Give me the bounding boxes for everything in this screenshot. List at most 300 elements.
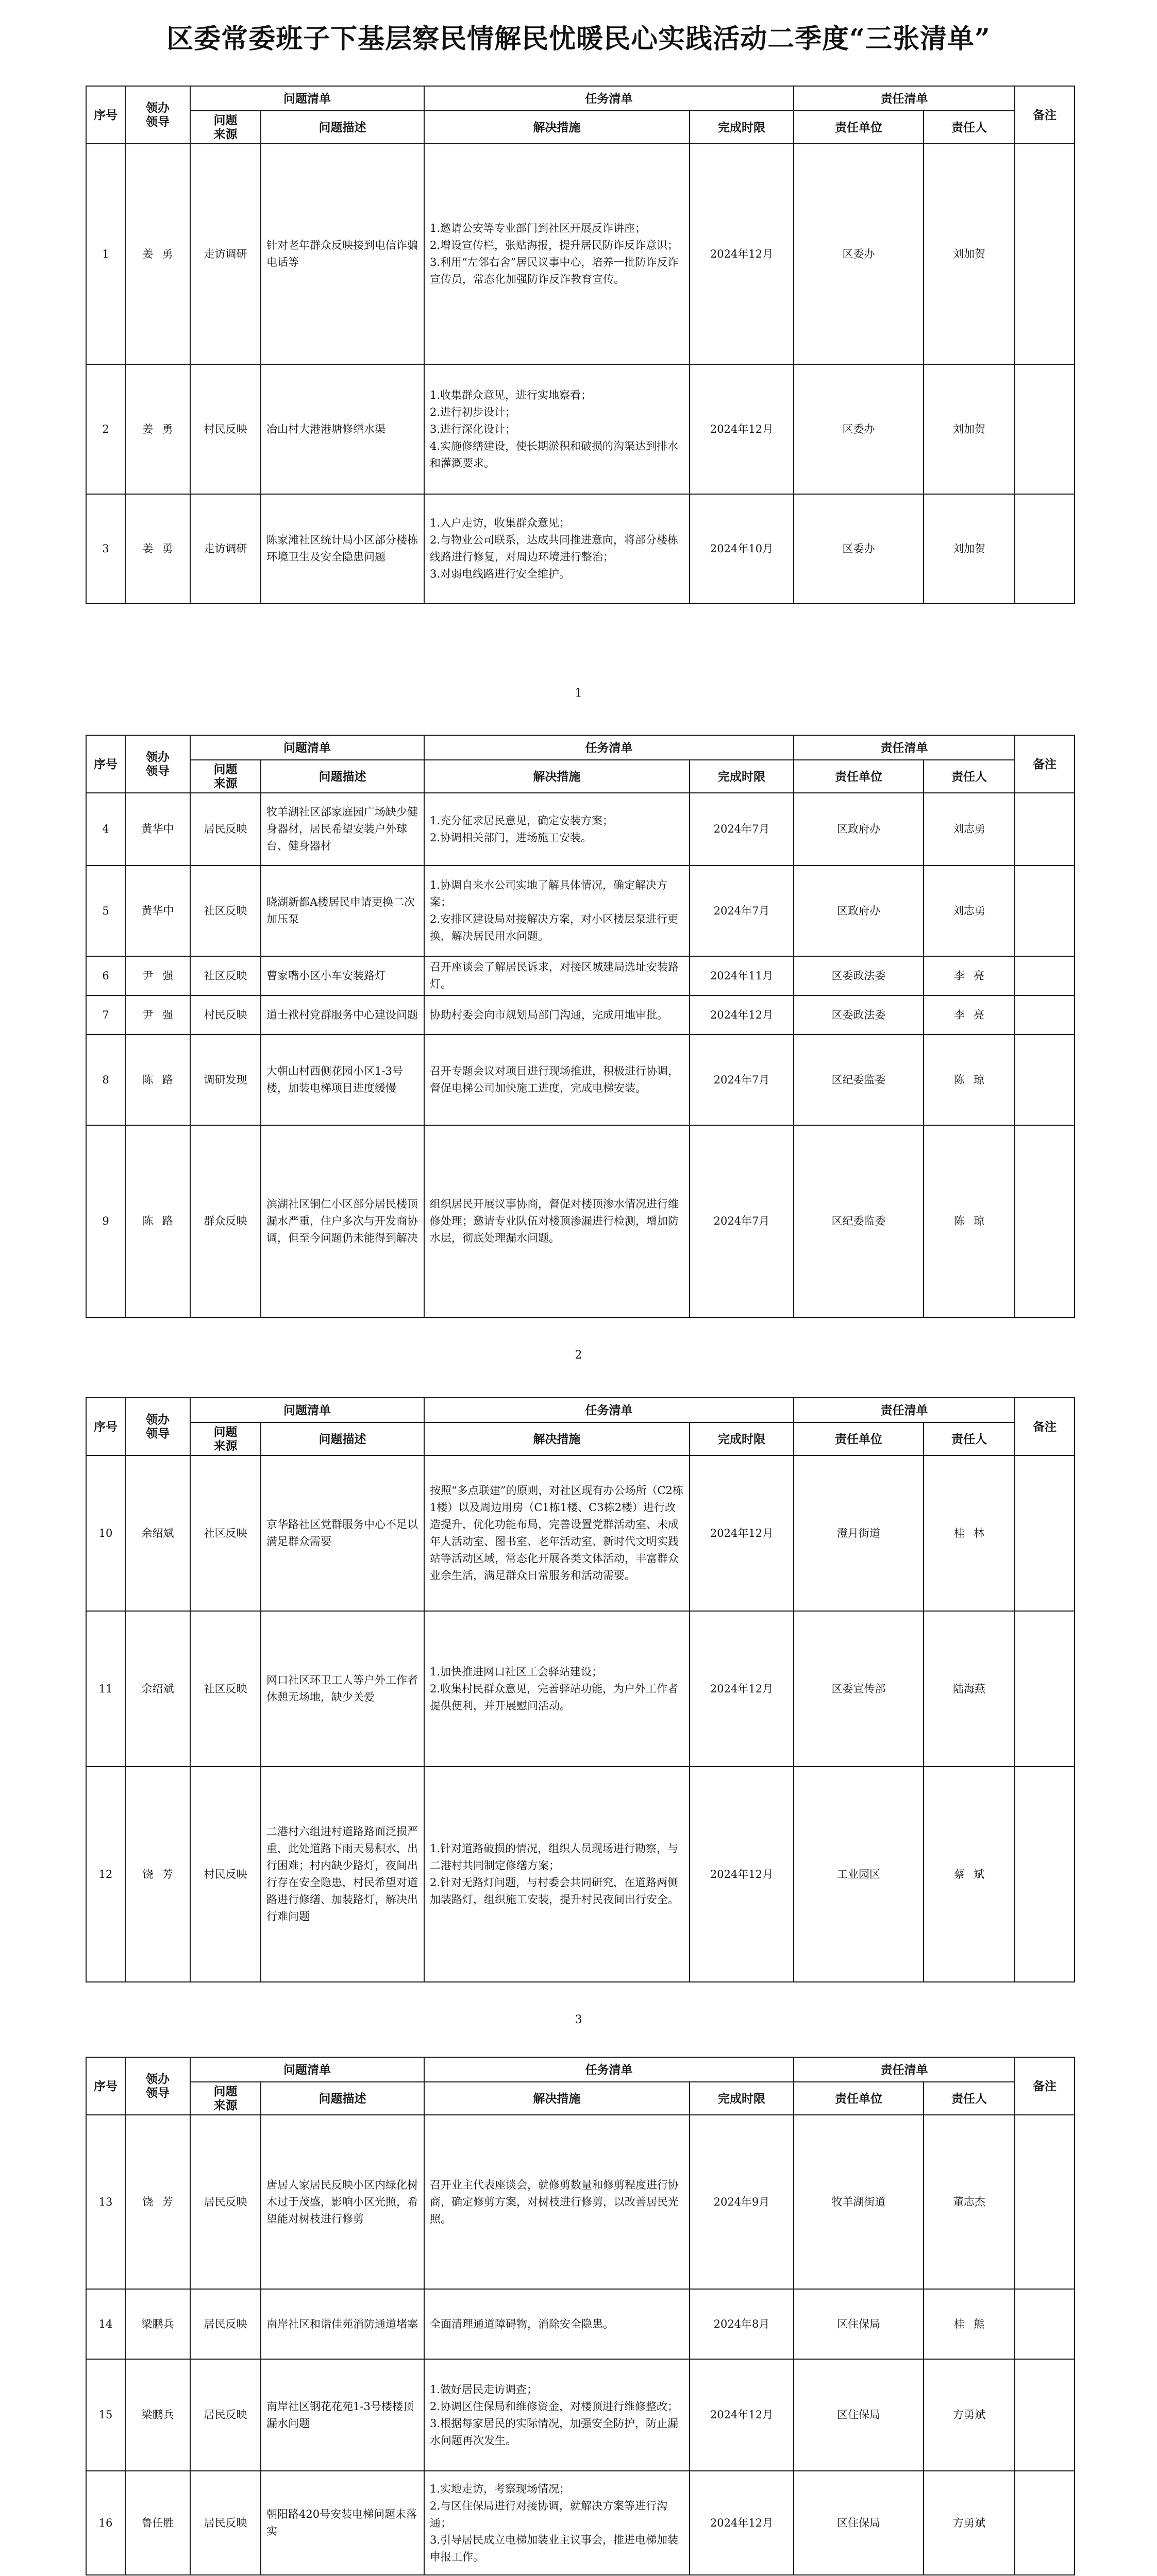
problem-source-cell: 走访调研 [190, 494, 261, 603]
problem-source-cell: 村民反映 [190, 1767, 261, 1982]
solution-measures-cell [424, 2289, 690, 2359]
responsible-unit-cell: 区纪委监委 [794, 1035, 924, 1125]
header-lead-leader-text: 领办领导 [146, 750, 170, 778]
header-deadline [690, 760, 794, 793]
lead-leader-cell: 余绍斌 [125, 1455, 190, 1611]
problem-source-cell: 走访调研 [190, 144, 261, 364]
serial-number-cell: 9 [86, 1125, 125, 1317]
responsible-person-cell: 刘加贺 [924, 144, 1015, 364]
table-row [86, 2359, 1075, 2471]
task-list-table [86, 2057, 1075, 2575]
solution-measures-cell [424, 2115, 690, 2289]
header-remarks [1015, 2057, 1075, 2115]
lead-leader-cell: 黄华中 [125, 866, 190, 956]
solution-measures-cell [424, 2359, 690, 2471]
table-row [86, 956, 1075, 995]
measure-item: 1.实地走访，考察现场情况； [430, 2482, 571, 2495]
header-responsible-person-text: 责任人 [951, 2091, 987, 2106]
header-solution-measures-text: 解决措施 [533, 2091, 581, 2106]
header-responsibility-list [794, 1398, 1015, 1422]
document-page [86, 1397, 1074, 1982]
header-lead-leader [125, 86, 190, 144]
responsible-person-cell: 桂 林 [924, 1455, 1015, 1611]
lead-leader-cell: 姜 勇 [125, 494, 190, 603]
header-row-groups [86, 1398, 1075, 1422]
header-responsibility-list [794, 86, 1015, 111]
measure-item: 4.实施修缮建设，使长期淤积和破损的沟渠达到排水和灌溉要求。 [430, 439, 679, 469]
remarks-cell [1015, 1767, 1075, 1982]
deadline-cell: 2024年12月 [690, 1767, 794, 1982]
responsible-unit-cell: 区政府办 [794, 793, 924, 866]
header-task-list [424, 735, 794, 760]
serial-number-cell: 7 [86, 995, 125, 1035]
problem-source-cell: 社区反映 [190, 1611, 261, 1767]
deadline-cell: 2024年12月 [690, 2471, 794, 2575]
header-responsible-person [924, 760, 1015, 793]
table-row [86, 364, 1075, 494]
header-solution-measures [424, 111, 690, 144]
lead-leader-cell: 尹 强 [125, 995, 190, 1035]
responsible-person-cell: 蔡 斌 [924, 1767, 1015, 1982]
table-row [86, 1767, 1075, 1982]
problem-description-cell: 陈家滩社区统计局小区部分楼栋环境卫生及安全隐患问题 [261, 494, 424, 603]
header-problem-source [190, 760, 261, 793]
header-problem-source [190, 111, 261, 144]
measure-item: 3.进行深化设计； [430, 422, 516, 435]
solution-measures-cell [424, 1035, 690, 1125]
header-responsibility-list [794, 735, 1015, 760]
header-problem-list-text: 问题清单 [283, 2062, 331, 2077]
remarks-cell [1015, 956, 1075, 995]
header-remarks-text: 备注 [1033, 108, 1057, 122]
lead-leader-cell: 黄华中 [125, 793, 190, 866]
problem-description-cell: 针对老年群众反映接到电信诈骗电话等 [261, 144, 424, 364]
measure-item: 2.收集村民群众意见，完善驿站功能，为户外工作者提供便利，并开展慰问活动。 [430, 1682, 679, 1712]
solution-measures-cell [424, 2471, 690, 2575]
header-solution-measures-text: 解决措施 [533, 769, 581, 784]
header-deadline [690, 2082, 794, 2115]
problem-source-cell: 村民反映 [190, 364, 261, 494]
header-solution-measures [424, 2082, 690, 2115]
measure-item: 1.邀请公安等专业部门到社区开展反诈讲座； [430, 222, 646, 234]
measure-item: 2.增设宣传栏，张贴海报，提升居民防诈反诈意识； [430, 239, 679, 251]
header-problem-list [190, 735, 424, 760]
responsible-person-cell: 董志杰 [924, 2115, 1015, 2289]
task-list-table [86, 86, 1075, 604]
responsible-person-cell: 李 亮 [924, 995, 1015, 1035]
responsible-unit-cell: 区委政法委 [794, 995, 924, 1035]
remarks-cell [1015, 793, 1075, 866]
header-solution-measures-text: 解决措施 [533, 1432, 581, 1446]
header-responsible-person-text: 责任人 [951, 769, 987, 784]
measure-item: 召开专题会议对项目进行现场推进，积极进行协调，督促电梯公司加快施工进度，完成电梯安装。 [430, 1065, 679, 1094]
header-problem-description-text: 问题描述 [318, 120, 366, 134]
serial-number-cell: 13 [86, 2115, 125, 2289]
lead-leader-cell: 鲁任胜 [125, 2471, 190, 2575]
header-responsibility-list-text: 责任清单 [880, 1403, 928, 1417]
table-row [86, 494, 1075, 603]
header-remarks-text: 备注 [1033, 2079, 1057, 2093]
deadline-cell: 2024年12月 [690, 1455, 794, 1611]
header-responsible-unit-text: 责任单位 [835, 120, 882, 134]
header-problem-description [261, 111, 424, 144]
solution-measures-cell [424, 1455, 690, 1611]
lead-leader-cell: 陈 路 [125, 1125, 190, 1317]
header-responsible-person-text: 责任人 [951, 1432, 987, 1446]
header-problem-description-text: 问题描述 [318, 1432, 366, 1446]
remarks-cell [1015, 1611, 1075, 1767]
header-deadline-text: 完成时限 [718, 769, 765, 784]
problem-source-cell: 居民反映 [190, 2359, 261, 2471]
deadline-cell: 2024年7月 [690, 793, 794, 866]
remarks-cell [1015, 995, 1075, 1035]
header-problem-source-text: 问题来源 [213, 1425, 238, 1453]
deadline-cell: 2024年7月 [690, 1125, 794, 1317]
header-lead-leader-text: 领办领导 [146, 1413, 170, 1440]
table-row [86, 1611, 1075, 1767]
header-problem-description [261, 760, 424, 793]
responsible-person-cell: 刘加贺 [924, 494, 1015, 603]
table-header [86, 1398, 1075, 1455]
header-task-list-text: 任务清单 [585, 91, 633, 106]
table-header [86, 2057, 1075, 2115]
problem-source-cell: 社区反映 [190, 1455, 261, 1611]
table-row [86, 2471, 1075, 2575]
document-page [86, 2057, 1074, 2575]
problem-source-cell: 居民反映 [190, 793, 261, 866]
measure-item: 2.协调相关部门，进场施工安装。 [430, 831, 592, 844]
problem-description-cell: 二港村六组进村道路路面泛损严重，此处道路下雨天易积水，出行困难；村内缺少路灯，夜间出行存在安全隐患，村民希望对道路进行修缮、加装路灯，解决出行难问题 [261, 1767, 424, 1982]
header-problem-description-text: 问题描述 [318, 2091, 366, 2106]
problem-source-cell: 村民反映 [190, 995, 261, 1035]
table-header [86, 86, 1075, 144]
measure-item: 召开座谈会了解居民诉求，对接区城建局选址安装路灯。 [430, 961, 679, 990]
remarks-cell [1015, 144, 1075, 364]
serial-number-cell: 3 [86, 494, 125, 603]
header-row-columns [86, 2082, 1075, 2115]
table-body [86, 144, 1075, 603]
serial-number-cell: 4 [86, 793, 125, 866]
header-responsible-unit [794, 111, 924, 144]
header-serial-number-text: 序号 [94, 757, 118, 771]
header-task-list-text: 任务清单 [585, 1403, 633, 1417]
lead-leader-cell: 尹 强 [125, 956, 190, 995]
measure-item: 2.进行初步设计； [430, 405, 516, 418]
measure-item: 1.入户走访，收集群众意见； [430, 517, 571, 529]
measure-item: 3.根据每家居民的实际情况，加强安全防护，防止漏水问题再次发生。 [430, 2417, 679, 2447]
responsible-unit-cell: 区住保局 [794, 2289, 924, 2359]
responsible-unit-cell: 区委办 [794, 144, 924, 364]
responsible-person-cell: 桂 熊 [924, 2289, 1015, 2359]
header-deadline-text: 完成时限 [718, 1432, 765, 1446]
header-problem-source [190, 2082, 261, 2115]
header-remarks [1015, 86, 1075, 144]
deadline-cell: 2024年12月 [690, 364, 794, 494]
header-responsible-unit [794, 760, 924, 793]
lead-leader-cell: 陈 路 [125, 1035, 190, 1125]
header-solution-measures [424, 760, 690, 793]
responsible-person-cell: 陈 琼 [924, 1035, 1015, 1125]
serial-number-cell: 11 [86, 1611, 125, 1767]
solution-measures-cell [424, 1125, 690, 1317]
header-lead-leader [125, 2057, 190, 2115]
header-responsible-person [924, 1422, 1015, 1455]
header-problem-source-text: 问题来源 [213, 762, 238, 790]
responsible-unit-cell: 区政府办 [794, 866, 924, 956]
serial-number-cell: 10 [86, 1455, 125, 1611]
header-task-list-text: 任务清单 [585, 2062, 633, 2077]
measure-item: 全面清理通道障碍物，消除安全隐患。 [430, 2317, 614, 2330]
problem-description-cell: 朝阳路420号安装电梯问题未落实 [261, 2471, 424, 2575]
header-task-list [424, 1398, 794, 1422]
measure-item: 1.收集群众意见，进行实地察看； [430, 388, 592, 401]
remarks-cell [1015, 2471, 1075, 2575]
table-body [86, 2115, 1075, 2575]
remarks-cell [1015, 2115, 1075, 2289]
header-solution-measures-text: 解决措施 [533, 120, 581, 134]
deadline-cell: 2024年9月 [690, 2115, 794, 2289]
header-remarks-text: 备注 [1033, 757, 1057, 771]
problem-description-cell: 道士袱村党群服务中心建设问题 [261, 995, 424, 1035]
measure-item: 协助村委会向市规划局部门沟通，完成用地审批。 [430, 1008, 668, 1021]
header-responsible-person-text: 责任人 [951, 120, 987, 134]
header-responsible-person [924, 111, 1015, 144]
header-serial-number-text: 序号 [94, 1419, 118, 1434]
header-responsible-person [924, 2082, 1015, 2115]
deadline-cell: 2024年8月 [690, 2289, 794, 2359]
serial-number-cell: 6 [86, 956, 125, 995]
deadline-cell: 2024年12月 [690, 2359, 794, 2471]
deadline-cell: 2024年11月 [690, 956, 794, 995]
header-responsible-unit-text: 责任单位 [835, 1432, 882, 1446]
header-row-groups [86, 735, 1075, 760]
problem-source-cell: 居民反映 [190, 2289, 261, 2359]
measure-item: 2.安排区建设局对接解决方案，对小区楼层泵进行更换，解决居民用水问题。 [430, 913, 679, 942]
deadline-cell: 2024年12月 [690, 995, 794, 1035]
lead-leader-cell: 姜 勇 [125, 364, 190, 494]
measure-item: 按照“多点联建”的原则，对社区现有办公场所（C2栋1楼）以及周边用房（C1栋1楼、C3栋2楼）进行改造提升，优化功能布局，完善设置党群活动室、未成年人活动室、图书室、老年活动室、新时代文明实践站等活动区域，常态化开展各类文体活动，丰富群众业余生活，满足群众日常服务和活动需要。 [430, 1484, 683, 1582]
measure-item: 1.协调自来水公司实地了解具体情况，确定解决方案； [430, 879, 668, 908]
solution-measures-cell [424, 995, 690, 1035]
header-serial-number [86, 2057, 125, 2115]
header-row-groups [86, 86, 1075, 111]
serial-number-cell: 16 [86, 2471, 125, 2575]
remarks-cell [1015, 494, 1075, 603]
serial-number-cell: 1 [86, 144, 125, 364]
problem-source-cell: 居民反映 [190, 2115, 261, 2289]
header-deadline [690, 111, 794, 144]
header-serial-number [86, 86, 125, 144]
header-problem-list-text: 问题清单 [283, 1403, 331, 1417]
header-serial-number-text: 序号 [94, 108, 118, 122]
header-serial-number [86, 1398, 125, 1455]
table-row [86, 995, 1075, 1035]
problem-description-cell: 网口社区环卫工人等户外工作者休憩无场地，缺少关爱 [261, 1611, 424, 1767]
header-problem-source-text: 问题来源 [213, 113, 238, 141]
problem-description-cell: 大朝山村西侧花园小区1-3号楼，加装电梯项目进度缓慢 [261, 1035, 424, 1125]
measure-item: 2.与物业公司联系，达成共同推进意向，将部分楼栋线路进行修复，对周边环境进行整治； [430, 534, 679, 563]
responsible-person-cell: 方勇斌 [924, 2359, 1015, 2471]
header-responsible-unit [794, 1422, 924, 1455]
table-row [86, 144, 1075, 364]
deadline-cell: 2024年10月 [690, 494, 794, 603]
remarks-cell [1015, 1455, 1075, 1611]
header-responsibility-list-text: 责任清单 [880, 740, 928, 755]
problem-description-cell: 曹家嘴小区小车安装路灯 [261, 956, 424, 995]
remarks-cell [1015, 1035, 1075, 1125]
table-row [86, 1455, 1075, 1611]
responsible-unit-cell: 区委政法委 [794, 956, 924, 995]
header-task-list-text: 任务清单 [585, 740, 633, 755]
header-row-groups [86, 2057, 1075, 2082]
lead-leader-cell: 姜 勇 [125, 144, 190, 364]
lead-leader-cell: 余绍斌 [125, 1611, 190, 1767]
header-problem-description [261, 1422, 424, 1455]
problem-source-cell: 社区反映 [190, 866, 261, 956]
serial-number-cell: 5 [86, 866, 125, 956]
table-row [86, 1035, 1075, 1125]
table-row [86, 1125, 1075, 1317]
solution-measures-cell [424, 364, 690, 494]
header-deadline-text: 完成时限 [718, 120, 765, 134]
measure-item: 组织居民开展议事协商，督促对楼顶渗水情况进行维修处理；邀请专业队伍对楼顶渗漏进行检测，增加防水层，彻底处理漏水问题。 [430, 1198, 679, 1244]
solution-measures-cell [424, 866, 690, 956]
measure-item: 1.充分征求居民意见，确定安装方案； [430, 814, 614, 827]
solution-measures-cell [424, 956, 690, 995]
lead-leader-cell: 饶 芳 [125, 2115, 190, 2289]
solution-measures-cell [424, 1611, 690, 1767]
solution-measures-cell [424, 793, 690, 866]
problem-description-cell: 晓湖新都A楼居民申请更换二次加压泵 [261, 866, 424, 956]
header-lead-leader-text: 领办领导 [146, 101, 170, 129]
measure-item: 1.做好居民走访调查； [430, 2383, 538, 2396]
header-serial-number [86, 735, 125, 793]
remarks-cell [1015, 2359, 1075, 2471]
serial-number-cell: 14 [86, 2289, 125, 2359]
lead-leader-cell: 梁鹏兵 [125, 2359, 190, 2471]
header-problem-list-text: 问题清单 [283, 91, 331, 106]
page-title: 区委常委班子下基层察民情解民忧暖民心实践活动二季度“三张清单” [166, 23, 991, 55]
responsible-person-cell: 李 亮 [924, 956, 1015, 995]
task-list-table [86, 1397, 1075, 1982]
responsible-person-cell: 陆海燕 [924, 1611, 1015, 1767]
problem-source-cell: 居民反映 [190, 2471, 261, 2575]
header-responsible-unit [794, 2082, 924, 2115]
header-solution-measures [424, 1422, 690, 1455]
header-lead-leader [125, 1398, 190, 1455]
remarks-cell [1015, 364, 1075, 494]
measure-item: 1.针对道路破损的情况，组织人员现场进行勘察，与二港村共同制定修缮方案； [430, 1842, 679, 1872]
page-number: 1 [575, 687, 582, 700]
deadline-cell: 2024年7月 [690, 1035, 794, 1125]
problem-description-cell: 唐居人家居民反映小区内绿化树木过于茂盛，影响小区光照，希望能对树枝进行修剪 [261, 2115, 424, 2289]
measure-item: 2.协调区住保局和维修资金，对楼顶进行维修整改； [430, 2400, 679, 2413]
header-deadline [690, 1422, 794, 1455]
responsible-unit-cell: 区委办 [794, 364, 924, 494]
header-lead-leader [125, 735, 190, 793]
remarks-cell [1015, 2289, 1075, 2359]
problem-source-cell: 社区反映 [190, 956, 261, 995]
task-list-table [86, 735, 1075, 1318]
deadline-cell: 2024年12月 [690, 144, 794, 364]
table-body [86, 793, 1075, 1317]
remarks-cell [1015, 1125, 1075, 1317]
solution-measures-cell [424, 1767, 690, 1982]
header-problem-list [190, 1398, 424, 1422]
table-row [86, 2115, 1075, 2289]
serial-number-cell: 8 [86, 1035, 125, 1125]
document-page [86, 735, 1074, 1318]
responsible-person-cell: 刘志勇 [924, 793, 1015, 866]
responsible-unit-cell: 工业园区 [794, 1767, 924, 1982]
solution-measures-cell [424, 144, 690, 364]
header-problem-description-text: 问题描述 [318, 769, 366, 784]
responsible-unit-cell: 牧羊湖街道 [794, 2115, 924, 2289]
deadline-cell: 2024年12月 [690, 1611, 794, 1767]
page-number: 2 [575, 1349, 582, 1362]
header-responsibility-list [794, 2057, 1015, 2082]
header-problem-source-text: 问题来源 [213, 2084, 238, 2112]
measure-item: 3.利用“左邻右舍”居民议事中心，培养一批防诈反诈宣传员，常态化加强防诈反诈教育宣传。 [430, 256, 679, 285]
header-problem-list [190, 2057, 424, 2082]
document-page [86, 86, 1074, 604]
header-remarks-text: 备注 [1033, 1419, 1057, 1434]
table-row [86, 2289, 1075, 2359]
lead-leader-cell: 梁鹏兵 [125, 2289, 190, 2359]
problem-source-cell: 调研发现 [190, 1035, 261, 1125]
table-row [86, 866, 1075, 956]
problem-description-cell: 南岸社区和谐佳苑消防通道堵塞 [261, 2289, 424, 2359]
problem-description-cell: 冶山村大港港塘修缮水渠 [261, 364, 424, 494]
table-header [86, 735, 1075, 793]
problem-description-cell: 牧羊湖社区部家庭园广场缺少健身器材，居民希望安装户外球台、健身器材 [261, 793, 424, 866]
deadline-cell: 2024年7月 [690, 866, 794, 956]
header-responsible-unit-text: 责任单位 [835, 769, 882, 784]
responsible-person-cell: 陈 琼 [924, 1125, 1015, 1317]
problem-description-cell: 南岸社区钢花花苑1-3号楼楼顶漏水问题 [261, 2359, 424, 2471]
measure-item: 2.与区住保局进行对接协调，就解决方案等进行沟通； [430, 2499, 668, 2529]
remarks-cell [1015, 866, 1075, 956]
problem-description-cell: 滨湖社区铜仁小区部分居民楼顶漏水严重，住户多次与开发商协调，但至今问题仍未能得到解决 [261, 1125, 424, 1317]
responsible-unit-cell: 区住保局 [794, 2471, 924, 2575]
solution-measures-cell [424, 494, 690, 603]
responsible-unit-cell: 区住保局 [794, 2359, 924, 2471]
page-number: 3 [575, 2013, 582, 2026]
responsible-unit-cell: 区委宣传部 [794, 1611, 924, 1767]
header-row-columns [86, 760, 1075, 793]
responsible-unit-cell: 区委办 [794, 494, 924, 603]
measure-item: 3.对弱电线路进行安全维护。 [430, 568, 571, 580]
problem-description-cell: 京华路社区党群服务中心不足以满足群众需要 [261, 1455, 424, 1611]
responsible-person-cell: 刘加贺 [924, 364, 1015, 494]
table-body [86, 1455, 1075, 1982]
serial-number-cell: 15 [86, 2359, 125, 2471]
responsible-unit-cell: 区纪委监委 [794, 1125, 924, 1317]
serial-number-cell: 2 [86, 364, 125, 494]
header-row-columns [86, 1422, 1075, 1455]
header-problem-list-text: 问题清单 [283, 740, 331, 755]
serial-number-cell: 12 [86, 1767, 125, 1982]
header-task-list [424, 86, 794, 111]
responsible-person-cell: 方勇斌 [924, 2471, 1015, 2575]
header-serial-number-text: 序号 [94, 2079, 118, 2093]
header-problem-source [190, 1422, 261, 1455]
responsible-person-cell: 刘志勇 [924, 866, 1015, 956]
responsible-unit-cell: 澄月街道 [794, 1455, 924, 1611]
measure-item: 召开业主代表座谈会，就修剪数量和修剪程度进行协商，确定修剪方案，对树枝进行修剪，以改善居民光照。 [430, 2178, 679, 2225]
measure-item: 3.引导居民成立电梯加装业主议事会，推进电梯加装申报工作。 [430, 2533, 679, 2563]
header-task-list [424, 2057, 794, 2082]
